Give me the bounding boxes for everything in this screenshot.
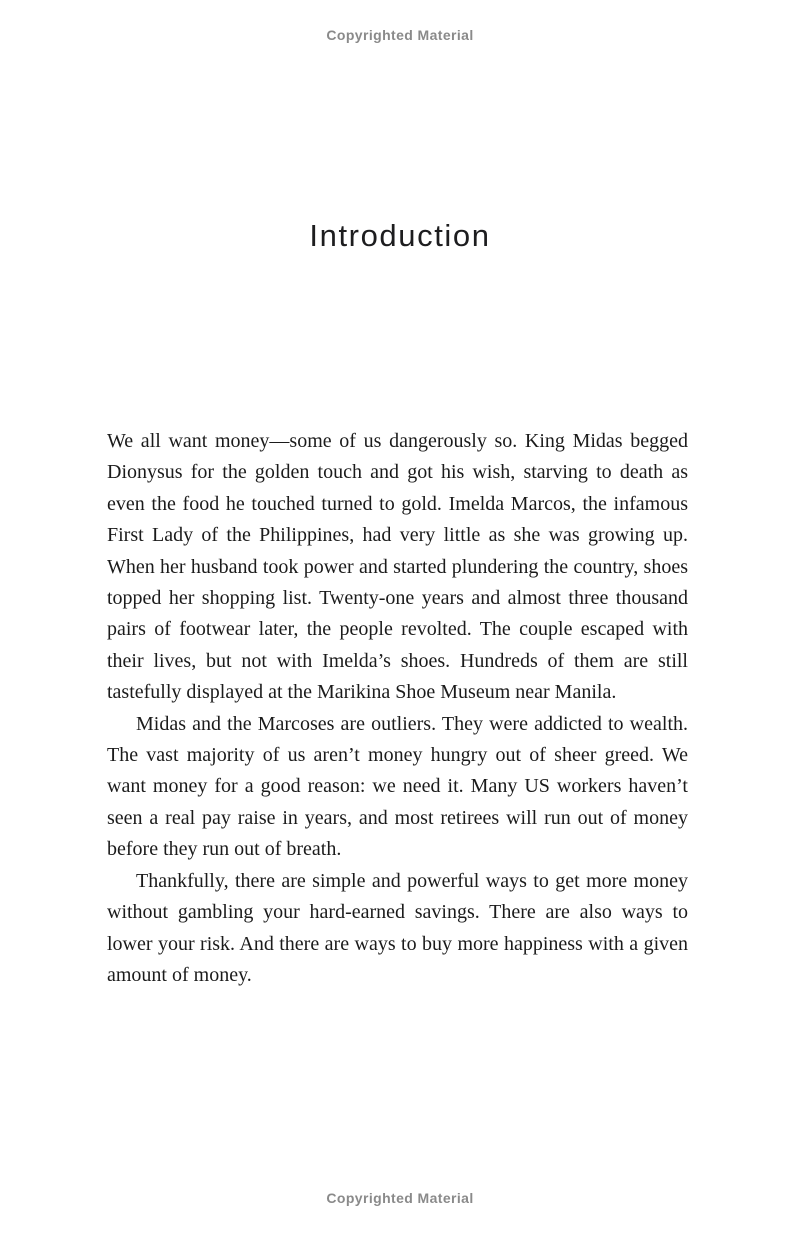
paragraph: Midas and the Marcoses are outliers. They were addicted to wealth. The vast majority of us aren’t money hungry out of sheer greed. We want money for a good reason: we need it. Many US workers haven’t seen a real pay raise in years, and most retirees will run out of money before they run out of breath.	[107, 712, 688, 861]
copyright-notice-top: Copyrighted Material	[326, 27, 474, 43]
paragraph: We all want money—some of us dangerously so. King Midas begged Dionysus for the golden touch and got his wish, starving to death as even the food he touched turned to gold. Imelda Marcos, the infamous First Lady of the Philippines, had very little as she was growing up. When her husband took power and started plundering the country, shoes topped her shopping list. Twenty-one years and almost three thousand pairs of footwear later, the people revolted. The couple escaped with their lives, but not with Imelda’s shoes. Hundreds of them are still tastefully displayed at the Marikina Shoe Museum near Manila.	[107, 430, 688, 704]
body-text	[107, 426, 688, 991]
page-title: Introduction	[309, 218, 491, 253]
paragraph: Thankfully, there are simple and powerful ways to get more money without gambling your hard-earned savings. There are also ways to lower your risk. And there are ways to buy more happiness with a given amount of money.	[107, 869, 688, 986]
copyright-notice-bottom: Copyrighted Material	[326, 1190, 474, 1206]
